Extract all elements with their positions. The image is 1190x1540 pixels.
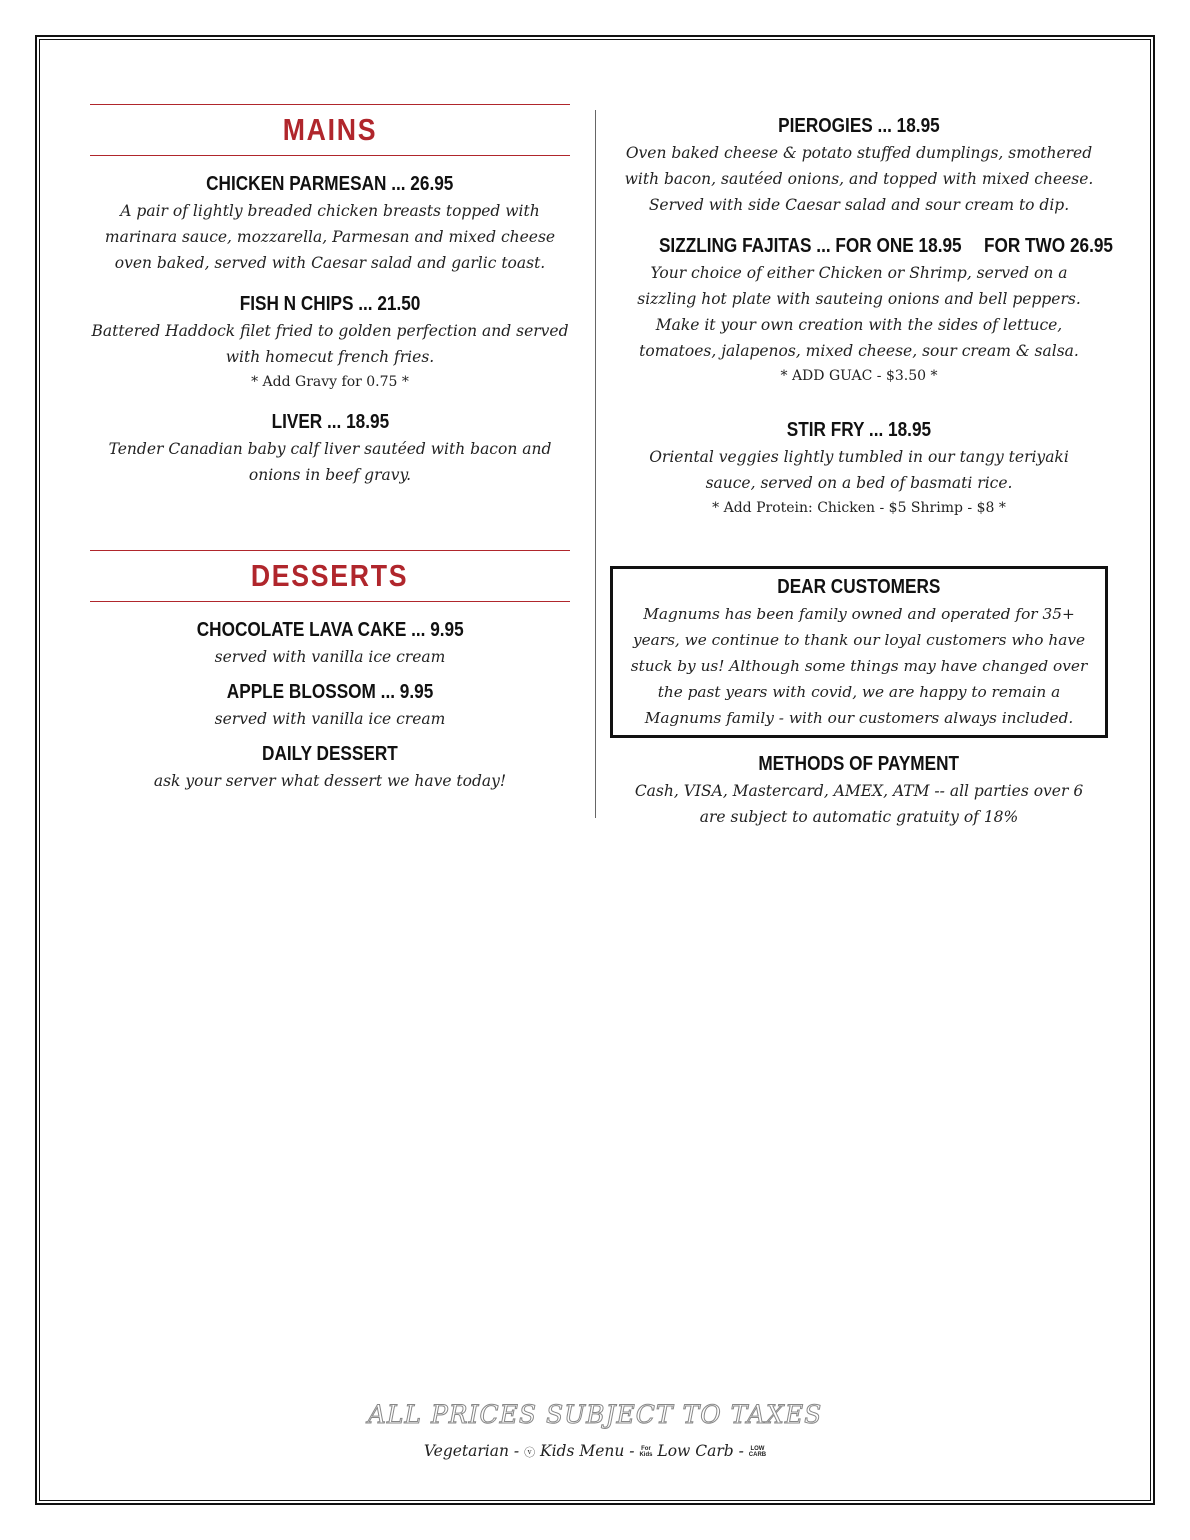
- item-description: Battered Haddock filet fried to golden perfection and served with homecut french fries.: [91, 322, 569, 366]
- fajitas-for-two: FOR TWO 26.95: [983, 235, 1113, 257]
- item-title: CHOCOLATE LAVA CAKE ... 9.95: [196, 619, 464, 641]
- item-description: ask your server what dessert we have today!: [153, 772, 507, 790]
- menu-item-chicken-parmesan: [90, 170, 570, 276]
- desserts-title: DESSERTS: [251, 558, 409, 593]
- item-title: LIVER ... 18.95: [271, 411, 389, 433]
- taxes-notice: ALL PRICES SUBJECT TO TAXES: [367, 1400, 823, 1429]
- low-carb-label: Low Carb -: [657, 1442, 744, 1460]
- item-description: Oriental veggies lightly tumbled in our tangy teriyaki sauce, served on a bed of basmati rice.: [649, 448, 1069, 492]
- item-title: CHICKEN PARMESAN ... 26.95: [206, 173, 454, 195]
- menu-item-daily-dessert: [90, 740, 570, 794]
- low-carb-icon: LOW CARB: [748, 1446, 767, 1458]
- section-spacer: [90, 502, 570, 550]
- item-description: Oven baked cheese & potato stuffed dumplings, smothered with bacon, sautéed onions, and topped with mixed cheese. Served with side Caesar salad and sour cream to dip.: [624, 144, 1094, 214]
- kids-icon: For Kids: [639, 1446, 653, 1458]
- item-title: [659, 232, 1113, 260]
- menu-item-sizzling-fajitas: [622, 232, 1113, 388]
- vegetarian-label: Vegetarian -: [423, 1442, 520, 1460]
- item-description: served with vanilla ice cream: [214, 710, 446, 728]
- kids-menu-label: Kids Menu -: [540, 1442, 635, 1460]
- notice-title: DEAR CUSTOMERS: [777, 576, 941, 598]
- item-note: * ADD GUAC - $3.50 *: [780, 368, 938, 384]
- menu-item-liver: [90, 408, 570, 488]
- payment-title: METHODS OF PAYMENT: [758, 753, 960, 775]
- item-note: * Add Gravy for 0.75 *: [251, 374, 409, 390]
- fajitas-for-one: SIZZLING FAJITAS ... FOR ONE 18.95: [658, 235, 962, 257]
- item-title: APPLE BLOSSOM ... 9.95: [226, 681, 434, 703]
- item-title: STIR FRY ... 18.95: [786, 419, 932, 441]
- column-divider: [595, 110, 596, 818]
- menu-item-pierogies: [622, 112, 1096, 218]
- desserts-header: [90, 550, 570, 602]
- right-column: [622, 112, 1113, 844]
- item-description: served with vanilla ice cream: [214, 648, 446, 666]
- menu-item-stir-fry: [622, 416, 1096, 520]
- item-note: * Add Protein: Chicken - $5 Shrimp - $8 *: [712, 500, 1006, 516]
- notice-text: Magnums has been family owned and operated for 35+ years, we continue to thank our loyal customers who have stuck by us! Although some things may have changed over the past years with covid, we are happy to remain a Magnums family - with our customers always included.: [630, 605, 1088, 727]
- left-column: [90, 104, 570, 808]
- item-title: PIEROGIES ... 18.95: [778, 115, 940, 137]
- item-title: DAILY DESSERT: [262, 743, 398, 765]
- dietary-legend: [0, 1442, 1190, 1460]
- menu-item-chocolate-lava-cake: [90, 616, 570, 670]
- item-title: FISH N CHIPS ... 21.50: [239, 293, 421, 315]
- dear-customers-box: [610, 566, 1108, 738]
- item-description: Your choice of either Chicken or Shrimp, served on a sizzling hot plate with sauteing onions and bell peppers. Make it your own creation with the sides of lettuce, tomatoes, jalapenos, mixed cheese, sour cream & salsa.: [637, 264, 1081, 360]
- methods-of-payment: [622, 750, 1096, 830]
- vegetarian-icon: ⓥ: [524, 1446, 536, 1459]
- item-description: Tender Canadian baby calf liver sautéed with bacon and onions in beef gravy.: [108, 440, 552, 484]
- menu-item-apple-blossom: [90, 678, 570, 732]
- mains-title: MAINS: [282, 112, 378, 147]
- payment-text: Cash, VISA, Mastercard, AMEX, ATM -- all parties over 6 are subject to automatic gratuity of 18%: [634, 782, 1084, 826]
- menu-item-fish-n-chips: [90, 290, 570, 394]
- item-description: A pair of lightly breaded chicken breasts topped with marinara sauce, mozzarella, Parmesan and mixed cheese oven baked, served with Caesar salad and garlic toast.: [104, 202, 556, 272]
- mains-header: [90, 104, 570, 156]
